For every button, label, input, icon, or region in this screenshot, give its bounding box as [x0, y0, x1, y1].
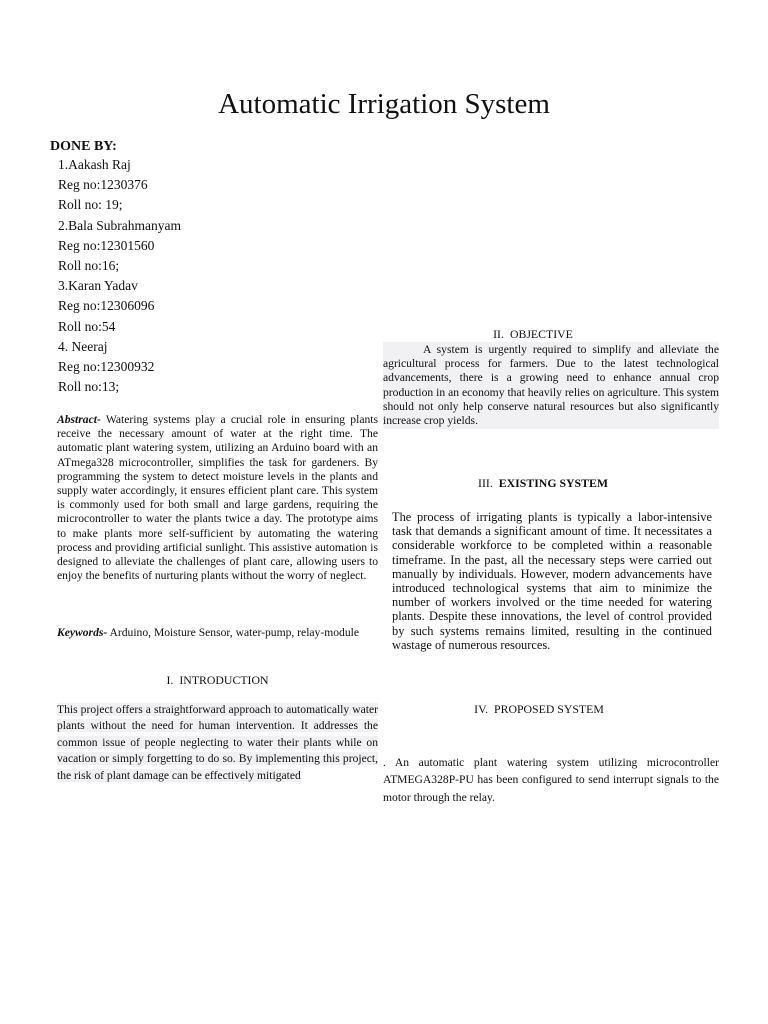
- introduction-heading: [57, 673, 378, 687]
- author-list: [58, 155, 181, 397]
- abstract-text: Watering systems play a crucial role in ensuring plants receive the necessary amount of water at the right time. The automatic plant watering system, utilizing an Arduino board with an ATmega328 microcontroller, simplifies the task for gardeners. By programming the system to detect moisture levels in the plants and supply water accordingly, it ensures efficient plant care. This system is commonly used for both small and large gardens, requiring the microcontroller to water the plants twice a day. The prototype aims to make plants more self-sufficient by automating the watering process and providing artificial sunlight. This assistive automation is designed to alleviate the challenges of plant care, allowing users to enjoy the benefits of nurturing plants without the worry of neglect.: [57, 413, 378, 583]
- keywords-paragraph: [57, 626, 378, 640]
- objective-paragraph: A system is urgently required to simplify and alleviate the agricultural process for farmers. Due to the latest technological advancements, there is a growing need to enhance annual crop production in an economy that heavily relies on agriculture. This system should not only help conserve natural resources but also significantly increase crop yields.: [383, 342, 719, 429]
- keywords-lead: Keywords-: [57, 626, 108, 639]
- author-name: 2.Bala Subrahmanyam: [58, 217, 181, 233]
- done-by-label: DONE BY:: [50, 139, 117, 154]
- section-title: INTRODUCTION: [179, 673, 269, 687]
- abstract-lead: Abstract-: [57, 413, 101, 426]
- author-name: 3.Karan Yadav: [58, 278, 138, 294]
- keywords-text: Arduino, Moisture Sensor, water-pump, relay-module: [107, 626, 359, 639]
- author-name: 4. Neeraj: [58, 338, 108, 354]
- proposed-system-heading: [383, 702, 695, 716]
- author-reg-no: Reg no:12300932: [58, 358, 155, 374]
- introduction-text: This project offers a straightforward approach to automatically water plants without the need for human intervention. It addresses the common issue of people neglecting to water their plants while on vacation or simply forgetting to do so. By implementing this project, the risk of plant damage can be effectively mitigated: [57, 703, 378, 782]
- existing-system-paragraph: The process of irrigating plants is typically a labor-intensive task that demands a significant amount of time. It necessitates a considerable workforce to be completed within a reasonable timeframe. In the past, all the necessary steps were carried out manually by individuals. However, modern advancements have introduced technological systems that aim to minimize the number of workers involved or the time needed for watering plants. Despite these innovations, the level of control provided by such systems remains limited, resulting in the continued wastage of numerous resources.: [392, 510, 712, 652]
- author-reg-no: Reg no:1230376: [58, 177, 148, 193]
- section-number: III.: [478, 476, 493, 490]
- section-number: IV.: [474, 702, 489, 716]
- section-number: I.: [166, 673, 174, 687]
- abstract-paragraph: [57, 413, 378, 583]
- author-reg-no: Reg no:12301560: [58, 237, 155, 253]
- proposed-system-paragraph: . An automatic plant watering system utilizing microcontroller ATMEGA328P-PU has been configured to send interrupt signals to the motor through the relay.: [383, 756, 719, 804]
- section-title: OBJECTIVE: [509, 327, 573, 341]
- author-roll-no: Roll no:13;: [58, 379, 120, 395]
- author-roll-no: Roll no:54: [58, 318, 116, 334]
- author-roll-no: Roll no:16;: [58, 257, 120, 273]
- author-roll-no: Roll no: 19;: [58, 197, 123, 213]
- author-name: 1.Aakash Raj: [58, 157, 131, 172]
- section-title: PROPOSED SYSTEM: [494, 702, 604, 716]
- existing-system-heading: [383, 476, 703, 490]
- author-reg-no: Reg no:12306096: [58, 298, 155, 314]
- section-number: II.: [493, 327, 504, 341]
- paper-title: Automatic Irrigation System: [218, 88, 550, 120]
- section-title: EXISTING SYSTEM: [498, 476, 608, 490]
- introduction-paragraph: [57, 702, 378, 784]
- objective-heading: [383, 327, 683, 341]
